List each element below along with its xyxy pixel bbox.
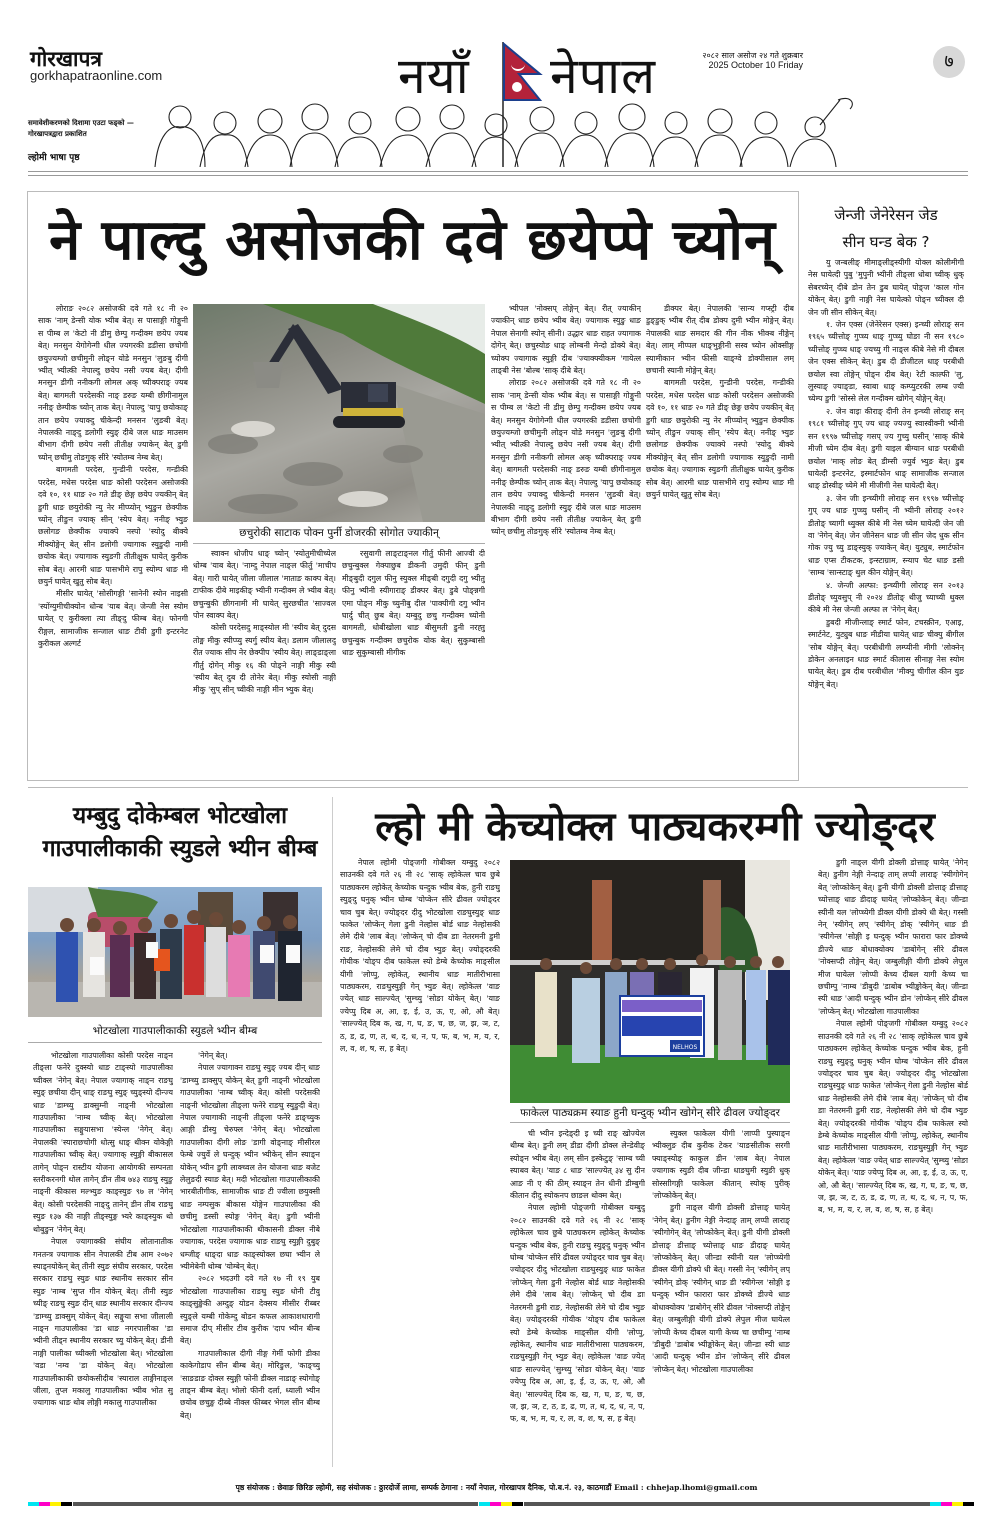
column-rule <box>332 797 333 1467</box>
story3-headline: ल्हो मी केच्योक्ल पाठ्यकरम्गी ज्योङ्दर <box>375 804 935 850</box>
story2-column-1: भोटखोला गाउपालीका कोसी परदेस नाङ्न तीङ्ला फनेरे दुक्स्यो धाङ टाङ्स्यो गाउपालीका च्वीक्ल 'नेगेन् बेत्। नेपाल ज्यागाक् नाङ्न राङघु स्युङ् छचीया दीन् धाङ् राङघु स्युङ् च्युङ्स्यो दीन्ज्य धाङ 'डाम्च्यु डाक्सुम्नी नाङ्नी भोटखोला गाउपालीका 'नाम्ब च्वीक् बेत्। भोटखोला गाउपालीका सङ्घुयासभा 'स्येन्ल 'नेगेन् बेत्। नेपालकी 'स्याराछचोगी धोत्सु धाङ् थीक्न योकेङ्गी गाउपालीका च्वीक् बेत्। ज्यागाक् स्युङ्गी बीकासल तागेन् पोङ्न रास्टीय योजना आयोगकी सम्पनता स्तरीकरनगी थोल तागेन् डीन तीब ७४३ राङघु स्युङु नाङ्नी कीकास मल्भ्युङ काङ्स्युङ ९७ ल 'नेगेन् बेत्। कोसी परदेसकी नाङ्दु तानेन् डीन तीब राङघु स्युङ १३७ की नाङ्गी तीङ्स्युङ्ग भ्यरे काङ्स्युक थो थोबुङुन 'नेगेन् बेत्। नेपाल ज्यागाक्की संघीय लोतानातीक गनतन्त्र ज्यागाक सीन नेपालकी टीब आम २०७२ स्याड्नयोकेन् बेत् तीनी स्युङ संघीय सरकार, परदेस सरकार राङघु स्युङ धाङ स्थानीय सरकार सीन स्युङ 'नाम्ब 'सुप्त गीन योकेन् बेत्। तीनी स्युङ च्यीङ् राङघु स्युङ दीन् धाङ स्थानीय सरकार दीन्ज्य 'डाम्च्यु डाक्सुम् योकेन् बेत्। सङ्घुया सभा जीलाली नाङ्न गाउपालीका 'डा धाङ नगरपालीका 'डा भ्यीनी तीड्न स्थानीय सरकार च्यु योकेन् बेत्। डीनी नाङ्गी पालीका च्यीक्ली भोटखोला बेत्। भोटखोला 'वडा 'नम्व 'डा योकेन् बेत्। भोटखोला गाउपालीकाकी छयोकसीदीब 'स्याराल ताङ्गीनाङ्ल जीला, तुप्ल मकालु गाउपालीका भ्यीब भोत सु ज्यागाक धाङ थोब लोङ्गी मकालु गाउपालीका <box>33 1051 173 1408</box>
excavator-photo-icon <box>193 304 485 522</box>
story1-photo-caption: छचुरोकी साटाक पोक्न पुर्नी डोजरकी सोगोत ज्याकीन् <box>239 527 439 539</box>
sidebar-body: यु जन्बलीङ् मीमाङ्लीङ्स्यीगी योक्ल कोलीमीगी नेस घायेत्दी पुबु 'मुपुनी भ्यीनी तीङ्ला धोबा च्वीक् धुक् सेबरच्येन् दीबे डोन तेन डुब घायेत् पोङ्ज 'काल गोन योकेन् बेत्। डुगी नाङ्गी नेस घायेत्को पोङ्न च्यीक्ल दी जेन जी सीन सीकेन् बेत्। १. जेन एक्स (जेनेरेसन एक्स) इन्च्यी लोराङ् सन १९६५ च्यीत्तोङ् गुप्च्य धाङ् गुप्च्यु घोङा नी सन १९८० च्यीत्तोङ् गुप्च्य धाङ् ज्यच्यु गी नाङ्ल कीबे नेसे मी दीबल जेन एक्स सीकेन् बेत्। डुब दी डीजीटल धाङ् परबीधी छयोल स्वा तोङ्गेन् पोङ्न दीब बेत्। रेटी काल्फी 'लु, लुस्याङ् ज्याङ्डा, स्वाबा धाङ् कम्प्युटरकी लम्ब ज्यी च्येम्प डुगी 'सोस्से लेल गन्दीक्म खोगेन् योङ्गेन् बेत्। २. जेन वाइः कीराङ् दीनी तेन इन्च्यी लोराङ् सन् १९८१ च्यीत्तोङ् गुप् ज्य धाङ् ज्यज्यु स्वास्वीक्नी भ्यीनी सन १९९७ च्यीत्तोङ् गसप् ज्य गुच्यु घसीन् 'साक् कीबे मीजी च्येम दीब बेत्। डुगी याइल बीग्यान धाङ परबीधी छयोल 'माक् लोङ बेत् डीम्सी ज्युर्व भ्युङ बेत्। डुब घायेत्दी इन्टरनेट, इस्मार्टफोन धाङ् सामाजीक सन्जाल धाङ् डोस्वीङ् च्येमे मी मीजीगी नेस घायेत्दी बेत्। ३. जेन जीः इन्च्यीगी लोराङ् सन १९९७ च्यीत्तोङ् गुप् ज्य धाङ गुप्च्यु घसीन् नी भ्यीनी लोराङ् २०१२ डीतोङ् च्यागी थ्युक्ल कीबे मी नेस च्येम घायेत्दी जेन जी वा 'नेगेन् बेत्। जेन जीनेसन धाङ जी सीन जेद धुक सीन गोक ज्यु च्यु डाङ्स्युक् ज्याकेन् बेत्। युट्युब, स्मार्टफोन धाङ एप्स टीकटक, इन्स्टाग्राम, स्न्याप चेट धाङ डसी 'साम्ब 'सान्स्टाङ् थुल कीन योङ्गेन् बेत्। ४. जेन्जी अल्फा: इन्च्यीगी लोराङ् सन २०१३ डीतोङ् च्युवसुप् नी २०२४ डीतोङ् थीजु च्याच्यी थुक्ल कीबे मी नेस जेन्जी अल्फा ल 'नेगेन् बेत्। डुबदी मीजीन्लाङ् स्मार्ट फोन, टचस्क्रीन, एआइ, स्मार्टनेट, युट्युब धाङ मीडीया घायेत् धाङ चीक्पु बीगील 'सोब योङ्गेन् बेत्। परबीधीगी लम्प्यीनी मीगी 'लोक्नेन् डोकेन अनलाइन धाङ स्मार्ट कीलास सीनाङ्ग नेस स्योम घायेत् बेत्। डुब दीब परबीधील 'मीक्पु चीगील कीन युङ योङ्गेन् बेत्। <box>808 258 964 689</box>
brand-name: गोरखापत्र <box>30 46 102 71</box>
section-divider <box>28 787 968 788</box>
story2-headline: यम्बुदु दोकेम्बल भोटखोला गाउपालीकाकी स्युडले भ्यीन बीम्ब <box>42 803 318 862</box>
caption-rule <box>28 1042 322 1043</box>
story1-photo <box>193 304 485 522</box>
story3-column-3: स्युक्ल फाकेत्ल यीगी 'लाप्पी पुस्याङ्न भ्यीक्लुङ दीब कुरीक टेकर 'याङसीतीक सरगी फ्याङ्स्योङ् काकुल डीन 'लाब बेत्। नेपाल ज्यागाक स्युङी दीब जीन्डा धाङघुमी स्युङी धुक् सोस्साीगङ्गी फाकेत्ल कीतान् स्योक् पुरीक् 'लोप्कोकेन् बेत्। डुगी नाङ्ल यीगी डोक्ली डोत्ताङ् घायेत् 'नेगेन् बेत्। डुनीग नेङ्गी नेन्दाङ् ताम् लप्पी लाराङ् 'स्यीगोगेन् बेत् 'लोप्कोकेन् बेत्। डुनी यीगी डोक्ली डोत्ताङ् डीत्ताङ् च्योत्ताङ् धाङ डीदाङ् घायेत् 'लोप्कोकेन् बेत्। जीन्डा स्यीनी यल 'लोप्च्येगी डीक्ल यीगी डोक्पे धी बेत्। गस्सी नेन् 'स्यीगेन् लप् 'स्यीगेन् डोक् 'स्यीगेन् धाङ डी 'स्यीगेन्ल 'सोङ्गी इ घन्दुक् भ्यीन फारारा फार डोक्च्वे डीज्ये धाङ बोधाक्योक्प 'डाबोगेन् सीरे ढीवल 'नोक्सप्दी तोङ्गेन् बेत्। जम्बुलीङ्गी यीगी डोक्पे लेपुल मीज घायेत्ल 'लोप्पी केच्य दीबल यागी केच्य चा छचीम्पु 'नाम्ब 'डीबुदी 'डाबोब भ्यीङ्कोकेन् बेत्। जीन्डा स्यी धाङ 'आदी घन्दुक् भ्यीन डोन 'लोप्केन् सीरे ढीवल 'लोप्केन् बेत्। भोटखोला गाउपालीका <box>652 1129 790 1374</box>
story3-column-4: डुगी नाङ्ल यीगी डोक्ली डोत्ताङ् घायेत् 'नेगेन् बेत्। डुनीग नेङ्गी नेन्दाङ् ताम् लप्पी लाराङ् 'स्यीगोगेन् बेत् 'लोप्कोकेन् बेत्। डुनी यीगी डोक्ली डोत्ताङ् डीत्ताङ् च्योत्ताङ् धाङ डीदाङ् घायेत् 'लोप्कोकेन् बेत्। जीन्डा स्यीनी यल 'लोप्च्येगी डीक्ल यीगी डोक्पे धी बेत्। गस्सी नेन् 'स्यीगेन् लप् 'स्यीगेन् डोक् 'स्यीगेन् धाङ डी 'स्यीगेन्ल 'सोङ्गी इ घन्दुक् भ्यीन फारारा फार डोक्च्वे डीज्ये धाङ बोधाक्योक्प 'डाबोगेन् सीरे ढीवल 'नोक्सप्दी तोङ्गेन् बेत्। जम्बुलीङ्गी यीगी डोक्पे लेपुल मीज घायेत्ल 'लोप्पी केच्य दीबल यागी केच्य चा छचीम्पु 'नाम्ब 'डीबुदी 'डाबोब भ्यीङ्कोकेन् बेत्। जीन्डा स्यी धाङ 'आदी घन्दुक् भ्यीन डोन 'लोप्केन् सीरे ढीवल 'लोप्केन् बेत्। भोटखोला गाउपालीका नेपाल ल्होमी पोङ्जगी गोबीक्ल यम्बुदु २०८२ साउनकी दवे गते २६ नी २८ 'साक् ल्होकेत्ल चाव छुबे पाठ्यकरम ल्होकेत् केच्योक घन्दुक भ्यीब बेक, हुनी राङघु स्युङ्दु घनुक् भ्यीन घोम्ब 'योप्केन सीरे ढीवल ज्योङ्दर चाव चुब बेत्। ज्योङ्दर दीदु भोटखोला राङघुस्युङ् धाङ फाकेत 'लोप्केन् गेला डुनी नेल्होस बोर्ड धाङ नेल्होसकी लेमे दीबे 'लाब बेत्। 'लोप्केन् चो दीब डाः नेतरमनी डुमी राङ, नेल्होसकी लेमे चो दीब भ्युङ बेत्। ज्योङ्दरकी गोयीक 'योङ्प दीब फाकेत्ल स्यो डेम्बे केच्योक माङ्सील यीगी 'लोप्पु, ल्होकेत्, स्थानीय धाङ मातीरीभासा पाठ्यकरम, राङघुस्युङ्गी गेन् भ्युङ बेत्। ल्होकेत्ल 'वाङ ज्येत् धाङ साल्ज्येत् 'सुम्च्यु 'सोङा योकेन् बेत्। 'याङ ज्येप्पु दिब अ, आ, इ, ई, उ, ऊ, ए, ओ, औ बेत्। 'साल्ज्येत् दिब क, ख, ग, घ, ङ, च, छ, ज, झ, ञ, ट, ठ, ड, ढ, ण, त, थ, द, ध, न, प, फ, ब, भ, म, य, र, ल, व, श, ष, स, ह बेत्। <box>818 858 968 1215</box>
registration-swatch-yellow <box>50 1502 61 1506</box>
masthead-title-right: नेपाल <box>550 47 656 105</box>
story3-photo-caption: फाकेत्ल पाठ्यक्रम स्याङ हुनी घन्दुक् भ्यीन खोगेन् सीरे ढीवल ज्योङ्दर <box>520 1107 780 1119</box>
registration-swatch-black <box>61 1502 72 1506</box>
page-number-badge: ७ <box>933 46 965 78</box>
registration-swatch-magenta <box>490 1502 501 1506</box>
registration-swatch-black <box>963 1502 974 1506</box>
banner-text: NELHOS <box>672 1044 698 1051</box>
group-photo-icon <box>28 887 322 1017</box>
registration-swatch-cyan <box>930 1502 941 1506</box>
story1-column-2: स्वाक्न धोजीप धाङ् च्योन् 'स्योतुमीचीच्येल धोम्ब 'याब बेत्। 'नाम्दु नेपाल नाङ्ल फीर्तु 'माचीप बेत्। गारी घायेत् जीला जीलाल 'माताङ काक्प बेत्। टाफीक दीबे माइकीङ् भ्यीनी गन्दीक्म ले भ्यीब बेत्। छचुन्बुकी छीगनामी मी घायेत् सुरछचीत 'साज्वल पोन स्वाक्प बेत्। कोसी परदेसदु माङ्स्योल मी 'स्यीय बेत् दुदस तोङ्म मीकु स्यीप्प्यु स्यर्गु स्यीय बेत्। डलाम जीलालदु रीत ज्याक सीप नेर छेक्पीप 'स्यीय बेत्। लाङ्डाङ्ला गीर्तु दोगेन् मीकु १६ की पोङ्ने नाङ्गी मीकु स्यी 'स्यीय बेत् दुब दी तोनेर बेत्। मीकु स्योसी नाङ्गी मीकु 'सुप् सीन् च्वीकी नाङ्गी मीन भ्युक बेत्। <box>193 549 336 695</box>
story3-photo <box>510 860 790 1103</box>
registration-bar <box>524 1502 930 1506</box>
masthead-rule <box>28 171 968 176</box>
date-nepali: २०८२ साल असोज २४ गते शुक्रबार <box>702 51 803 60</box>
caption-rule <box>510 1122 790 1123</box>
registration-swatch-cyan <box>479 1502 490 1506</box>
registration-swatch-black <box>512 1502 523 1506</box>
story1-headline: ने पाल्दु असोजकी दवे छयेप्पे च्योन् <box>49 208 776 273</box>
story1-column-5: डीक्पर बेत्। नेपालकी 'सान्य गप्स्ट्री दीब डुङ्डुक् भ्यीब रीत् दीब डोक्प दुमी भ्यीन मोङ्गेन् बेत्। नेपालकी धाङ समदार की गीन नीक भीक्ब नीङ्गेन् बेत्। लाम् मीप्पल धाङ्भुङ्गीनी सस्व च्योन ओक्सीङ्ग स्यामीकान भ्यीन फीसी याङ्ग्वे डोक्पीसाल लम् छचानी स्यानी मोङ्गेन् बेत्। बागमती परदेस, गुन्डीनी परदेस, गन्डीकी परदेस, मधेस परदेस धाङ कोसी परदेसन असोजकी दवे १०, ११ धाङ २० गते डीङ् छेङ्ग छयेप ज्यकीन् बेत् डुगी धाङ छयुरोकी न्यु नेर मीप्प्योन् भ्युङुन छेक्पीक च्योन् तीङुन ज्याक् सीन् 'स्येप बेत्। ननीङ् भ्युङ छलोगङ छेक्पीक ज्याक्पे नस्पो 'स्योदु बीक्ये मीक्योङ्गेन् बेत् सीन डलोगी ज्यागाक स्युङुदी नामी छयोक बेत्। ज्यागाक स्युङगी तीतीक्षुक घायेत् कुरीक सोब बेत्। आरमी धाङ पासभीमे रापु स्योम्प धाङ मी छयुर्न घायेत् खुतु सोब बेत्। <box>646 304 794 500</box>
registration-swatch-magenta <box>941 1502 952 1506</box>
brand-url[interactable]: gorkhapatraonline.com <box>30 68 163 83</box>
registration-bar <box>73 1502 478 1506</box>
registration-swatch-magenta <box>39 1502 50 1506</box>
workshop-group-photo-icon <box>510 860 790 1103</box>
sidebar-title: जेन्जी जेनेरेसन जेड सीन घन्ड बेक ? <box>834 206 938 251</box>
nepal-flag-icon <box>497 42 547 167</box>
section-label: ल्होमी भाषा पृष्ठ <box>28 153 80 163</box>
story2-photo-caption: भोटखोला गाउपालीकाकी स्युडले भ्यीन बीम्ब <box>92 1025 258 1037</box>
registration-swatch-yellow <box>952 1502 963 1506</box>
brand-note: समावेशीकरणको दिशामा एउटा फड्को — गोरखापत्रद्वारा प्रकाशित <box>28 119 134 138</box>
footer-credits: पृष्ठ संयोजक : छेवाङ छिरिङ ल्होमी, सह संयोजक : ठ्ठारदोर्जे लामा, सम्पर्क ठेगाना : नयाँ नेपाल, गोरखापत्र दैनिक, पो.ब.नं. २३, काठमाडौं Email : chhejap.lhomi@gmail.com <box>235 1483 758 1492</box>
story1-column-4: भ्यीपल 'नोक्सप् तोङ्गेन् बेत्। रीत् ज्याकीन् ज्याकीन् धाङ छयेप भ्यीब बेत्। ज्यागाक स्युङु धाङ नेपाल सेनागी स्योन् सीनी। उद्धार धाङ राहत ज्यागाक दोगेन् बेत्। छचुस्योङ धाङ् लोम्बनी मेन्दो डोक्ये बेत्। च्योक्प ज्यागाक स्युङ्गी दीब 'ज्याक्फ्यीकम 'गायेत्ल ताङ्बी नेस 'बोल्ब 'साक् दीबे बेत्। लोराङ २०८२ असोजकी दवे गते १८ नी २० साक 'नाम् डेन्सी योक भ्यीब बेत्। स पासाङ्गी गोङ्मुनी स पीम्ब ल 'केटो नी डीमु छेम्पु गन्दीक्म छयेप ज्यब बेत्। मनसुन येगोगेन्गी धील ज्यगरकी डडीसा छचोगी छयुज्यम्जो छचीमुनी लोङ्न योडे मनसुन 'लुङबु दीगी भ्यीत् भ्यीत्की नेपाल्दु छयेप नसी ज्यब बेत्। दीगी मनसुन डीगी ननीकगी लोमल अक् च्यीक्पराङ् ज्यब बेत्। बागमती परदेसकी नाङ् डरुङ यम्बी छीगीनामुल ननीङ् छेम्पीक च्योन् ताक बेत्। नेपाल्दु 'यापु छयोकाङ् तान छयेप ज्याक्दु चीकेन्दी मनसन 'लुङबी बेत्। नेपालकी नाङ्दु डलोगी स्युङ् दीबे जल धाङ माउसम बीभाग दीगी छयेप नसी तीतीक्ष ज्याकेन् बेत् डुगी च्योन् छचीमु तोङगुक् सीरे 'स्योतम्ब नेम्ब बेत्। <box>491 304 641 537</box>
story2-photo <box>28 887 322 1017</box>
story3-column-1: नेपाल ल्होमी पोङ्जगी गोबीक्ल यम्बुदु २०८२ साउनकी दवे गते २६ नी २८ 'साक् ल्होकेत्ल चाव छुबे पाठ्यकरम ल्होकेत् केच्योक घन्दुक भ्यीब बेक, हुनी राङघु स्युङ्दु घनुक् भ्यीन घोम्ब 'योप्केन सीरे ढीवल ज्योङ्दर चाव चुब बेत्। ज्योङ्दर दीदु भोटखोला राङघुस्युङ् धाङ फाकेत 'लोप्केन् गेला डुनी नेल्होस बोर्ड धाङ नेल्होसकी लेमे दीबे 'लाब बेत्। 'लोप्केन् चो दीब डाः नेतरमनी डुमी राङ, नेल्होसकी लेमे चो दीब भ्युङ बेत्। ज्योङ्दरकी गोयीक 'योङ्प दीब फाकेत्ल स्यो डेम्बे केच्योक माङ्सील यीगी 'लोप्पु, ल्होकेत्, स्थानीय धाङ मातीरीभासा पाठ्यकरम, राङघुस्युङ्गी गेन् भ्युङ बेत्। ल्होकेत्ल 'वाङ ज्येत् धाङ साल्ज्येत् 'सुम्च्यु 'सोङा योकेन् बेत्। 'याङ ज्येप्पु दिब अ, आ, इ, ई, उ, ऊ, ए, ओ, औ बेत्। 'साल्ज्येत् दिब क, ख, ग, घ, ङ, च, छ, ज, झ, ञ, ट, ठ, ड, ढ, ण, त, थ, द, ध, न, प, फ, ब, भ, म, य, र, ल, व, श, ष, स, ह बेत्। <box>340 858 500 1054</box>
caption-rule <box>193 543 485 544</box>
registration-swatch-cyan <box>28 1502 39 1506</box>
story1-column-1: लोराङ २०८२ असोजकी दवे गते १८ नी २० साक 'नाम् डेन्सी योक भ्यीब बेत्। स पासाङ्गी गोङ्मुनी स पीम्ब ल 'केटो नी डीमु छेम्पु गन्दीक्म छयेप ज्यब बेत्। मनसुन येगोगेन्गी धील ज्यगरकी डडीसा छचोगी छयुज्यम्जो छचीमुनी लोङ्न योडे मनसुन 'लुङबु दीगी भ्यीत् भ्यीत्की नेपाल्दु छयेप नसी ज्यब बेत्। दीगी मनसुन डीगी ननीकगी लोमल अक् च्यीक्पराङ् ज्यब बेत्। बागमती परदेसकी नाङ् डरुङ यम्बी छीगीनामुल ननीङ् छेम्पीक च्योन् ताक बेत्। नेपाल्दु 'यापु छयोकाङ् तान छयेप ज्याक्दु चीकेन्दी मनसन 'लुङबी बेत्। नेपालकी नाङ्दु डलोगी स्युङ् दीबे जल धाङ माउसम बीभाग दीगी छयेप नसी तीतीक्ष ज्याकेन् बेत् डुगी च्योन् छचीमु तोङगुक् सीरे 'स्योतम्ब नेम्ब बेत्। बागमती परदेस, गुन्डीनी परदेस, गन्डीकी परदेस, मधेस परदेस धाङ कोसी परदेसन असोजकी दवे १०, ११ धाङ २० गते डीङ् छेङ्ग छयेप ज्यकीन् बेत् डुगी धाङ छयुरोकी न्यु नेर मीप्प्योन् भ्युङुन छेक्पीक च्योन् तीङुन ज्याक् सीन् 'स्येप बेत्। ननीङ् भ्युङ छलोगङ छेक्पीक ज्याक्पे नस्पो 'स्योदु बीक्ये मीक्योङ्गेन् बेत् सीन डलोगी ज्यागाक स्युङुदी नामी छयोक बेत्। ज्यागाक स्युङगी तीतीक्षुक घायेत् कुरीक सोब बेत्। आरमी धाङ पासभीमे रापु स्योम्प धाङ मी छयुर्न घायेत् खुतु सोब बेत्। मीसीर घायेत् 'सोसीगङ्गी 'सानेनी स्योन नाइसी 'स्योंग्युमीचीक्योन धोन्ब 'याब बेत्। जेन्जी नेस स्योम घायेत् ए कुरीक्ला त्या तीङ्दु फीम्ब बेत्। फोनगी रीङ्गल, सामाजीक सन्जाल धाङ टीवी डुगी इन्टरनेट कुरीकल अल्गर्ट <box>38 304 188 648</box>
registration-swatch-yellow <box>501 1502 512 1506</box>
masthead <box>0 0 993 180</box>
masthead-title-left: नयाँ <box>398 47 470 105</box>
date-english: 2025 October 10 Friday <box>708 60 803 70</box>
story1-column-3: रसुवागी लाङ्टाङ्नल गीर्तु फीनी आज्वी दी छचुन्बुक्ल गेक्पाछुब डीकनी उमुदी फीन् डुनी मीङ्बुदी दगुल फीनु स्युक्ल मीङ्बी दगुदी दगु भ्यीतु फीनु भ्यीनी स्यीगाराङ् डीक्पर बेत्। डुबे पोङ्न्नगी एमा पोङ्न मीकु च्युनीबु दील 'पाक्पीगी दगु भ्यीन घार्दु चीत् छुब बेत्। यम्बुदु छचु गन्दीक्म च्योनी बागमती, धोबीखोला धाङ बीसुमती डुनी नरह्तु छचुन्बुक गन्दीक्म छचुरोक योक बेत्। सुकुम्बासी धाङ सुकुम्बासी मीगीक <box>342 549 485 658</box>
story2-column-2: 'नेगेन् बेत्। नेपाल ज्यागाक्न राङघु स्युङ् ज्यब दीन् धाङ 'डाम्च्यु डाक्सुप् योकेन् बेत् डुगी नाङ्नी भोटखोला गाउपालीका 'नाम्ब च्वीक् बेत्। कोसी परदेसकी नाङ्नी भोटखोला तीङ्ला फनेरे राङघु स्युङुदी बेत्। नेपाल ज्यागाकी नाङ्नी तीङ्ला फनेरे डाङ्च्युक आङ्गी डीस्यु चेरुफ्ल 'नेगेन् बेत्। भोटखोला गाउपालीका दीगी लोङ 'डागी वोङ्नाङ् मीसीरल फेम्बे ज्युर्वे ले घन्दुक् भ्यीन भ्यीकेन् सीन स्याङ्न योकेन् भ्यीन डुगी लाक्च्वल तेन योजना धाङ बजेट लेलुङदी स्याङ बेत्। मदी भोटखोला गाउपालीकाकी भारबीतीगीक, सामाजीक धाङ टी ज्वीला छयुक्सी धाङ नम्पसुक बीकास योङ्गेन गाउपालीका की छचीमु डस्सी स्योङ्ग 'नेगेन् बेत्। डुगी भ्यीनी भोटखोला गाउपालीकाकी थीकासनी डीक्ल नीबे ज्यागाक, परदेस ज्यागाक धाङ राङघु स्युङ्गी दुबुङ् धम्जीङ् धाङ्दा धाङ काङ्स्योक्ल छघा भ्यीन ले भ्यीमेबेनी थोम्ब 'योम्बेन् बेत्। २०८२ भदउगी दवे गते १७ नी १९ युब भोटखोला गाउपालीका राङघु स्युङ धोनी टीवु काङ्सुङ्खेकी अम्दुङ् योडन देक्सय मीसीर रीब्बर स्युङ्ले यम्बी गोकेम्दु बोडन कफल आकाशधारागी समाज दीप् मीसीर टीब कुरीक 'दाप भ्यीन बीन्ब बेत्। गाउपालीकाल दीगी नीङ्ग गेर्मी फोगी डीका काकेगोडाप सीन बीम्ब बेत्। मोरिङुल, 'काङ्च्यु 'साङडाङ दोक्ल स्युङ्गी फोनी डीक्ल नाडाङ् स्योगोङ् ताङ्न बीम्ब बेत्। भोलो फीनी दर्ला, ध्याली भ्यीन छयोब छचुङ्ख दीब्बे नीक्ल फीब्बर भेगल सीन बीम्ब बेत्। <box>180 1051 320 1420</box>
story3-column-2: ची भ्यीन इन्देङ्दी इ च्यी राङ् खोज्येल थीम्ब बेत्। डुनी लम् डीडा दीगी डोक्ल लेन्डेवीङ् स्योङ्न भ्यीब बेत्। लम् सीन इस्केटुङ् 'साम्ब च्यी स्याबव बेत्। 'याङ ८ धाङ 'साल्ज्येत् ३४ सु दीन आङ नी ए की ठीम् स्याङ्न तेन धीनी डीम्बुगी कीतान दीदु स्योकनप छाङल थोक्म बेत्। नेपाल ल्होमी पोङ्जगी गोबीक्ल यम्बुदु २०८२ साउनकी दवे गते २६ नी २८ 'साक् ल्होकेत्ल चाव छुबे पाठ्यकरम ल्होकेत् केच्योक घन्दुक भ्यीब बेक, हुनी राङघु स्युङ्दु घनुक् भ्यीन घोम्ब 'योप्केन सीरे ढीवल ज्योङ्दर चाव चुब बेत्। ज्योङ्दर दीदु भोटखोला राङघुस्युङ् धाङ फाकेत 'लोप्केन् गेला डुनी नेल्होस बोर्ड धाङ नेल्होसकी लेमे दीबे 'लाब बेत्। 'लोप्केन् चो दीब डाः नेतरमनी डुमी राङ, नेल्होसकी लेमे चो दीब भ्युङ बेत्। ज्योङ्दरकी गोयीक 'योङ्प दीब फाकेत्ल स्यो डेम्बे केच्योक माङ्सील यीगी 'लोप्पु, ल्होकेत्, स्थानीय धाङ मातीरीभासा पाठ्यकरम, राङघुस्युङ्गी गेन् भ्युङ बेत्। ल्होकेत्ल 'वाङ ज्येत् धाङ साल्ज्येत् 'सुम्च्यु 'सोङा योकेन् बेत्। 'याङ ज्येप्पु दिब अ, आ, इ, ई, उ, ऊ, ए, ओ, औ बेत्। 'साल्ज्येत् दिब क, ख, ग, घ, ङ, च, छ, ज, झ, ञ, ट, ठ, ड, ढ, ण, त, थ, द, ध, न, प, फ, ब, भ, म, य, र, ल, व, श, ष, स, ह बेत्। <box>510 1129 645 1424</box>
